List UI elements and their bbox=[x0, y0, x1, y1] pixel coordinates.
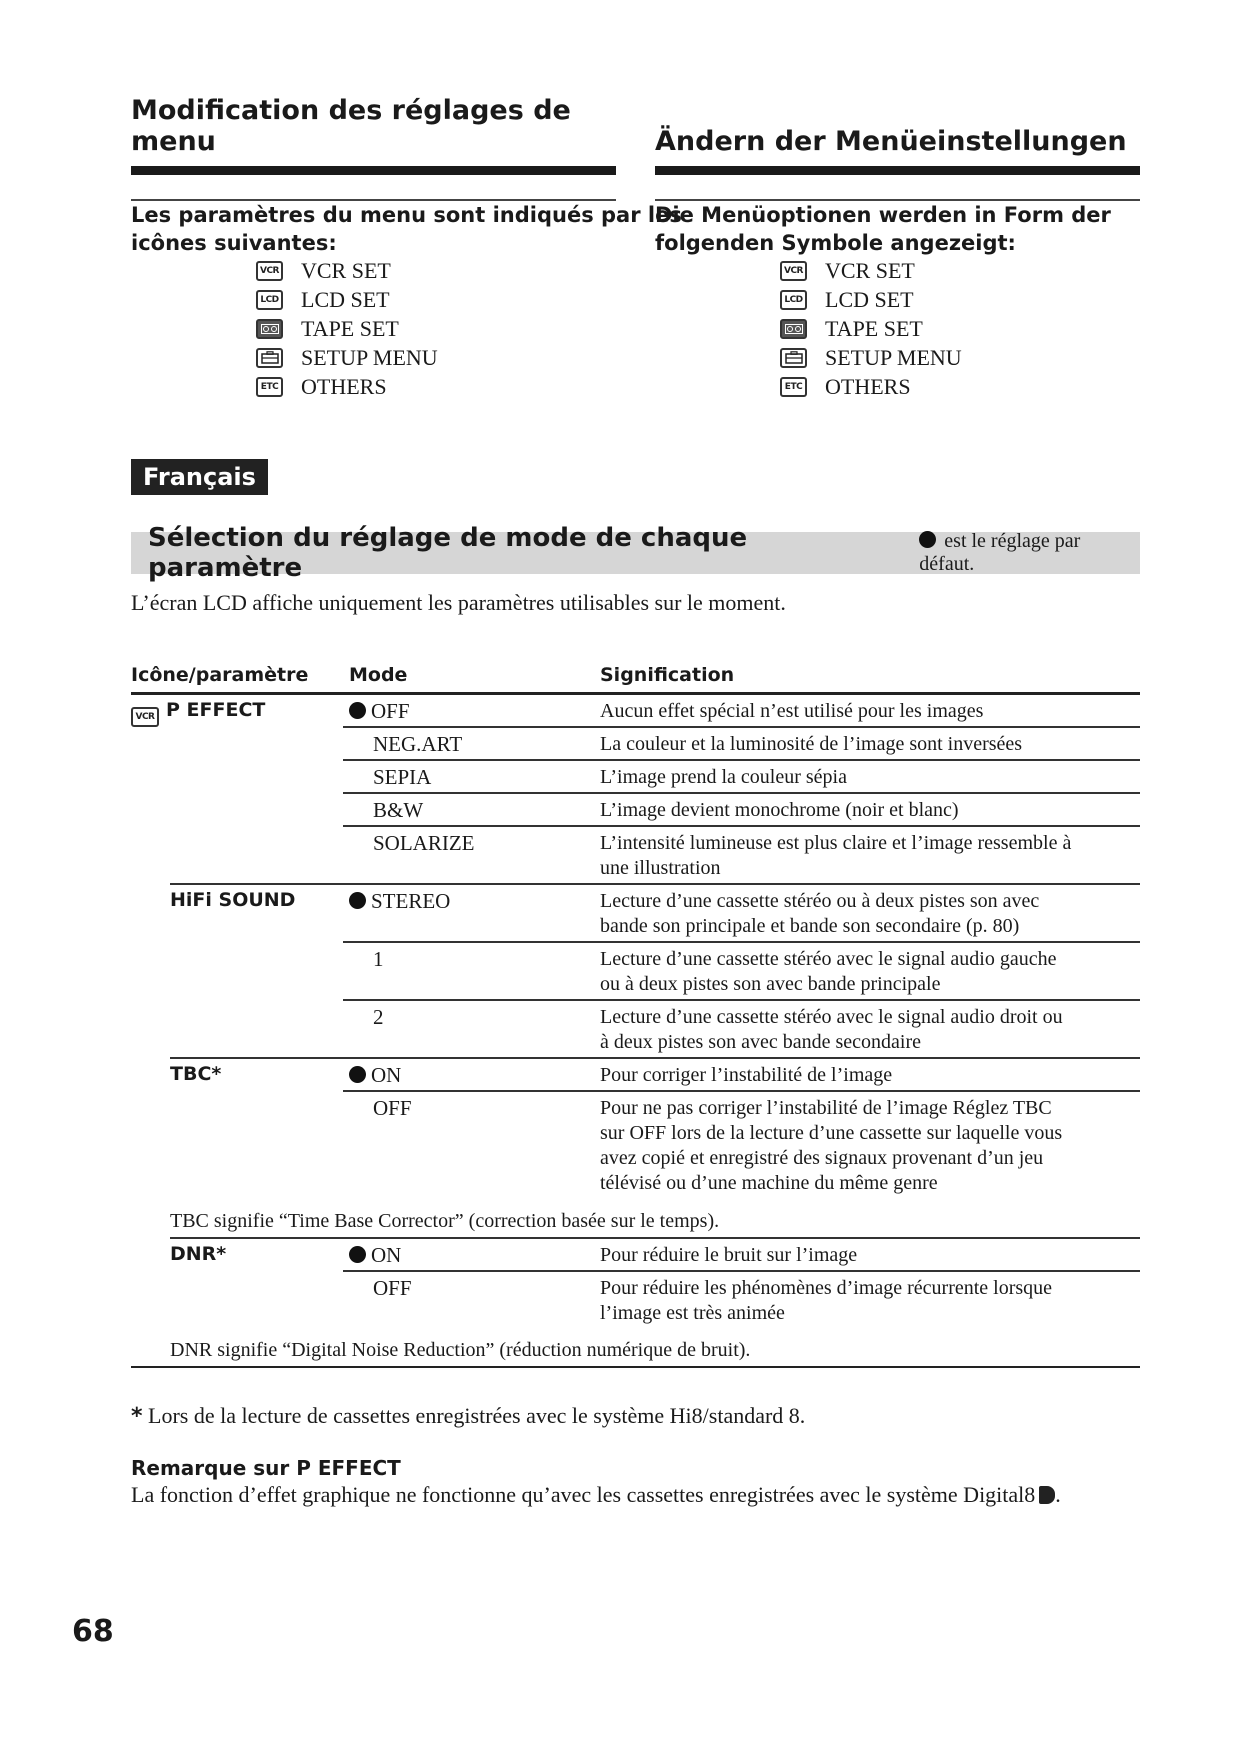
default-bullet-icon bbox=[349, 892, 366, 909]
meaning-line: Lecture d’une cassette stéréo avec le signal audio gauche bbox=[600, 948, 1057, 970]
mode-cell bbox=[349, 1243, 401, 1268]
right-intro-line1: Die Menüoptionen werden in Form der bbox=[655, 203, 1111, 227]
meaning-line: avez copié et enregistré des signaux provenant d’un jeu bbox=[600, 1147, 1044, 1169]
meaning-line: bande son principale et bande son secondaire (p. 80) bbox=[600, 915, 1020, 937]
meaning-line: Lecture d’une cassette stéréo avec le signal audio droit ou bbox=[600, 1006, 1063, 1028]
mode-cell: NEG.ART bbox=[373, 732, 463, 756]
meaning-cell bbox=[600, 1005, 1140, 1055]
meaning-line: à deux pistes son avec bande secondaire bbox=[600, 1031, 921, 1053]
vcr-icon: VCR bbox=[780, 261, 807, 281]
icon-row-setup bbox=[780, 343, 962, 372]
tbc-note: TBC signifie “Time Base Corrector” (correction basée sur le temps). bbox=[170, 1210, 720, 1232]
vcr-icon: VCR bbox=[256, 261, 283, 281]
row-divider bbox=[343, 825, 1140, 827]
icon-label: LCD SET bbox=[301, 286, 390, 312]
right-icon-list bbox=[780, 256, 962, 401]
param-p-effect bbox=[131, 698, 265, 727]
left-heading-line2: menu bbox=[131, 126, 216, 157]
meaning-line: Pour ne pas corriger l’instabilité de l’image Réglez TBC bbox=[600, 1097, 1052, 1119]
table-bottom-rule bbox=[131, 1366, 1140, 1368]
icon-row-lcd bbox=[256, 285, 438, 314]
meaning-line: Pour réduire les phénomènes d’image récurrente lorsque bbox=[600, 1277, 1053, 1299]
icon-row-etc bbox=[256, 372, 438, 401]
icon-row-setup bbox=[256, 343, 438, 372]
icon-row-vcr bbox=[256, 256, 438, 285]
left-heading-line1: Modification des réglages de bbox=[131, 95, 571, 126]
group-divider bbox=[170, 1237, 1140, 1239]
lcd-icon: LCD bbox=[780, 290, 807, 310]
icon-label: SETUP MENU bbox=[301, 344, 438, 370]
default-bullet-icon bbox=[349, 1246, 366, 1263]
row-divider bbox=[343, 726, 1140, 728]
row-divider bbox=[343, 941, 1140, 943]
mode-cell bbox=[349, 889, 450, 914]
header-meaning: Signification bbox=[600, 664, 735, 686]
section-title-bar bbox=[131, 523, 1140, 583]
header-param: Icône/paramètre bbox=[131, 664, 309, 686]
page-number: 68 bbox=[72, 1614, 114, 1649]
meaning-cell bbox=[600, 947, 1140, 997]
tape-icon bbox=[256, 319, 283, 339]
icon-row-etc bbox=[780, 372, 962, 401]
meaning-cell: Aucun effet spécial n’est utilisé pour les images bbox=[600, 700, 984, 722]
mode-cell: SOLARIZE bbox=[373, 831, 475, 855]
group-divider bbox=[170, 1057, 1140, 1059]
left-heading bbox=[131, 95, 611, 157]
param-label: P EFFECT bbox=[166, 699, 266, 721]
default-bullet-icon bbox=[349, 1066, 366, 1083]
icon-row-tape bbox=[780, 314, 962, 343]
icon-label: OTHERS bbox=[825, 373, 911, 399]
dnr-note: DNR signifie “Digital Noise Reduction” (réduction numérique de bruit). bbox=[170, 1339, 751, 1361]
remark-text-content: La fonction d’effet graphique ne fonctionne qu’avec les cassettes enregistrées avec le système Digital8 bbox=[131, 1482, 1036, 1507]
meaning-cell: L’image prend la couleur sépia bbox=[600, 766, 847, 788]
icon-label: LCD SET bbox=[825, 286, 914, 312]
remark-text: La fonction d’effet graphique ne fonctionne qu’avec les cassettes enregistrées avec le système Digital8 . bbox=[131, 1482, 1061, 1507]
remark-title: Remarque sur P EFFECT bbox=[131, 1456, 401, 1480]
right-intro bbox=[655, 201, 1111, 257]
left-intro-line1: Les paramètres du menu sont indiqués par les bbox=[131, 203, 682, 227]
row-divider bbox=[343, 759, 1140, 761]
meaning-line: l’image est très animée bbox=[600, 1302, 785, 1324]
left-heading-rule bbox=[131, 166, 616, 175]
lcd-icon: LCD bbox=[256, 290, 283, 310]
left-intro-line2: icônes suivantes: bbox=[131, 231, 337, 255]
icon-label: OTHERS bbox=[301, 373, 387, 399]
etc-icon: ETC bbox=[256, 377, 283, 397]
mode-text: ON bbox=[371, 1243, 402, 1267]
icon-row-lcd bbox=[780, 285, 962, 314]
group-divider bbox=[170, 883, 1140, 885]
meaning-cell bbox=[600, 1276, 1140, 1326]
meaning-line: L’intensité lumineuse est plus claire et l’image ressemble à bbox=[600, 832, 1072, 854]
right-heading-rule bbox=[655, 166, 1140, 175]
icon-label: TAPE SET bbox=[825, 315, 923, 341]
mode-cell: 2 bbox=[373, 1005, 384, 1029]
mode-cell: 1 bbox=[373, 947, 384, 971]
mode-cell bbox=[349, 699, 410, 724]
tape-icon bbox=[780, 319, 807, 339]
right-heading: Ändern der Menüeinstellungen bbox=[655, 126, 1127, 157]
mode-text: STEREO bbox=[371, 889, 451, 913]
vcr-icon: VCR bbox=[131, 707, 159, 727]
icon-label: VCR SET bbox=[301, 257, 391, 283]
footnote-text: Lors de la lecture de cassettes enregistrées avec le système Hi8/standard 8. bbox=[148, 1403, 806, 1428]
table-header-rule bbox=[131, 692, 1140, 695]
meaning-line: une illustration bbox=[600, 857, 721, 879]
mode-cell: OFF bbox=[373, 1276, 412, 1300]
meaning-line: Lecture d’une cassette stéréo ou à deux pistes son avec bbox=[600, 890, 1040, 912]
row-divider bbox=[343, 1090, 1140, 1092]
param-tbc: TBC* bbox=[170, 1063, 222, 1085]
meaning-cell: Pour corriger l’instabilité de l’image bbox=[600, 1064, 893, 1086]
right-intro-line2: folgenden Symbole angezeigt: bbox=[655, 231, 1016, 255]
mode-cell: SEPIA bbox=[373, 765, 432, 789]
section-title: Sélection du réglage de mode de chaque paramètre bbox=[148, 523, 748, 583]
icon-label: SETUP MENU bbox=[825, 344, 962, 370]
setup-icon bbox=[256, 348, 283, 368]
meaning-cell bbox=[600, 831, 1140, 881]
mode-cell: B&W bbox=[373, 798, 424, 822]
icon-row-tape bbox=[256, 314, 438, 343]
default-note-text: est le réglage par défaut. bbox=[919, 530, 1081, 575]
meaning-line: sur OFF lors de la lecture d’une cassette sur laquelle vous bbox=[600, 1122, 1063, 1144]
left-intro bbox=[131, 201, 682, 257]
mode-cell bbox=[349, 1063, 401, 1088]
footnote-mark: * bbox=[131, 1404, 143, 1429]
mode-text: OFF bbox=[371, 699, 410, 723]
etc-icon: ETC bbox=[780, 377, 807, 397]
meaning-cell bbox=[600, 889, 1140, 939]
row-divider bbox=[343, 1270, 1140, 1272]
meaning-cell: La couleur et la luminosité de l’image sont inversées bbox=[600, 733, 1023, 755]
setup-icon bbox=[780, 348, 807, 368]
mode-cell: OFF bbox=[373, 1096, 412, 1120]
left-icon-list bbox=[256, 256, 438, 401]
row-divider bbox=[343, 792, 1140, 794]
footnote bbox=[131, 1402, 805, 1431]
default-bullet-icon bbox=[919, 531, 936, 548]
header-mode: Mode bbox=[349, 664, 408, 686]
meaning-line: ou à deux pistes son avec bande principale bbox=[600, 973, 941, 995]
language-tab: Français bbox=[131, 459, 268, 495]
icon-label: VCR SET bbox=[825, 257, 915, 283]
mode-text: ON bbox=[371, 1063, 402, 1087]
icon-row-vcr bbox=[780, 256, 962, 285]
meaning-cell: L’image devient monochrome (noir et blanc) bbox=[600, 799, 959, 821]
param-hifi-sound: HiFi SOUND bbox=[170, 889, 296, 911]
row-divider bbox=[343, 999, 1140, 1001]
meaning-cell bbox=[600, 1096, 1140, 1196]
default-bullet-icon bbox=[349, 702, 366, 719]
lcd-note: L’écran LCD affiche uniquement les paramètres utilisables sur le moment. bbox=[131, 590, 786, 615]
param-dnr: DNR* bbox=[170, 1243, 227, 1265]
default-note bbox=[919, 530, 1140, 576]
meaning-cell: Pour réduire le bruit sur l’image bbox=[600, 1244, 858, 1266]
icon-label: TAPE SET bbox=[301, 315, 399, 341]
digital8-logo-icon bbox=[1039, 1486, 1055, 1504]
meaning-line: télévisé ou d’une machine du même genre bbox=[600, 1172, 938, 1194]
